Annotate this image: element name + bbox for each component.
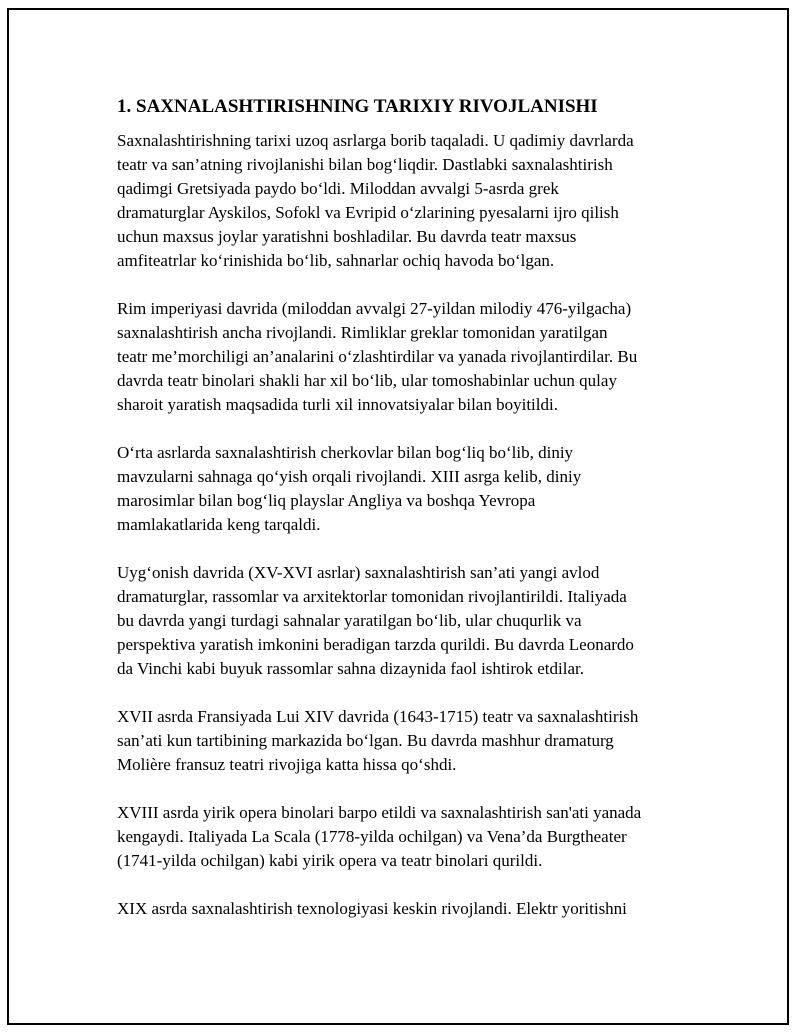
text-line: Uyg‘onish davrida (XV-XVI asrlar) saxnalashtirish san’ati yangi avlod [117, 563, 600, 582]
text-line: O‘rta asrlarda saxnalashtirish cherkovlar bilan bog‘liq bo‘lib, diniy [117, 443, 574, 462]
text-line: XVII asrda Fransiyada Lui XIV davrida (1643-1715) teatr va saxnalashtirish [117, 707, 639, 726]
text-line: da Vinchi kabi buyuk rassomlar sahna dizaynida faol ishtirok etdilar. [117, 659, 584, 678]
text-line: perspektiva yaratish imkonini beradigan tarzda qurildi. Bu davrda Leonardo [117, 635, 634, 654]
text-line: mavzularni sahnaga qo‘yish orqali rivojlandi. XIII asrga kelib, diniy [117, 467, 582, 486]
text-line: bu davrda yangi turdagi sahnalar yaratilgan bo‘lib, ular chuqurlik va [117, 611, 582, 630]
text-line: uchun maxsus joylar yaratishni boshladilar. Bu davrda teatr maxsus [117, 227, 577, 246]
text-line: Molière fransuz teatri rivojiga katta hissa qo‘shdi. [117, 755, 457, 774]
text-line: mamlakatlarida keng tarqaldi. [117, 515, 321, 534]
text-line: san’ati kun tartibining markazida bo‘lgan. Bu davrda mashhur dramaturg [117, 731, 614, 750]
paragraph-19th-century [117, 897, 697, 921]
text-line: saxnalashtirish ancha rivojlandi. Rimliklar greklar tomonidan yaratilgan [117, 323, 608, 342]
text-line: dramaturglar Ayskilos, Sofokl va Evripid o‘zlarining pyesalarni ijro qilish [117, 203, 619, 222]
paragraph-roman-empire [117, 297, 697, 417]
paragraph-17th-century [117, 705, 697, 777]
text-line: qadimgi Gretsiyada paydo bo‘ldi. Miloddan avvalgi 5-asrda grek [117, 179, 559, 198]
text-line: Rim imperiyasi davrida (miloddan avvalgi 27-yildan milodiy 476-yilgacha) [117, 299, 632, 318]
text-line: teatr va san’atning rivojlanishi bilan bog‘liqdir. Dastlabki saxnalashtirish [117, 155, 613, 174]
paragraph-middle-ages [117, 441, 697, 537]
text-line: Saxnalashtirishning tarixi uzoq asrlarga borib taqaladi. U qadimiy davrlarda [117, 131, 634, 150]
paragraph-greek-origins [117, 129, 697, 273]
text-line: davrda teatr binolari shakli har xil bo‘lib, ular tomoshabinlar uchun qulay [117, 371, 617, 390]
text-line: kengaydi. Italiyada La Scala (1778-yilda ochilgan) va Vena’da Burgtheater [117, 827, 627, 846]
section-heading: 1. SAXNALASHTIRISHNING TARIXIY RIVOJLANISHI [117, 96, 598, 117]
text-line: XVIII asrda yirik opera binolari barpo etildi va saxnalashtirish san'ati yanada [117, 803, 642, 822]
document-body [117, 95, 697, 945]
text-line: teatr me’morchiligi an’analarini o‘zlashtirdilar va yanada rivojlantirdilar. Bu [117, 347, 638, 366]
text-line: amfiteatrlar ko‘rinishida bo‘lib, sahnarlar ochiq havoda bo‘lgan. [117, 251, 555, 270]
text-line: sharoit yaratish maqsadida turli xil innovatsiyalar bilan boyitildi. [117, 395, 558, 414]
paragraph-18th-century [117, 801, 697, 873]
text-line: XIX asrda saxnalashtirish texnologiyasi keskin rivojlandi. Elektr yoritishni [117, 899, 627, 918]
paragraph-renaissance [117, 561, 697, 681]
text-line: dramaturglar, rassomlar va arxitektorlar tomonidan rivojlantirildi. Italiyada [117, 587, 627, 606]
text-line: (1741-yilda ochilgan) kabi yirik opera va teatr binolari qurildi. [117, 851, 543, 870]
text-line: marosimlar bilan bog‘liq playslar Angliya va boshqa Yevropa [117, 491, 536, 510]
